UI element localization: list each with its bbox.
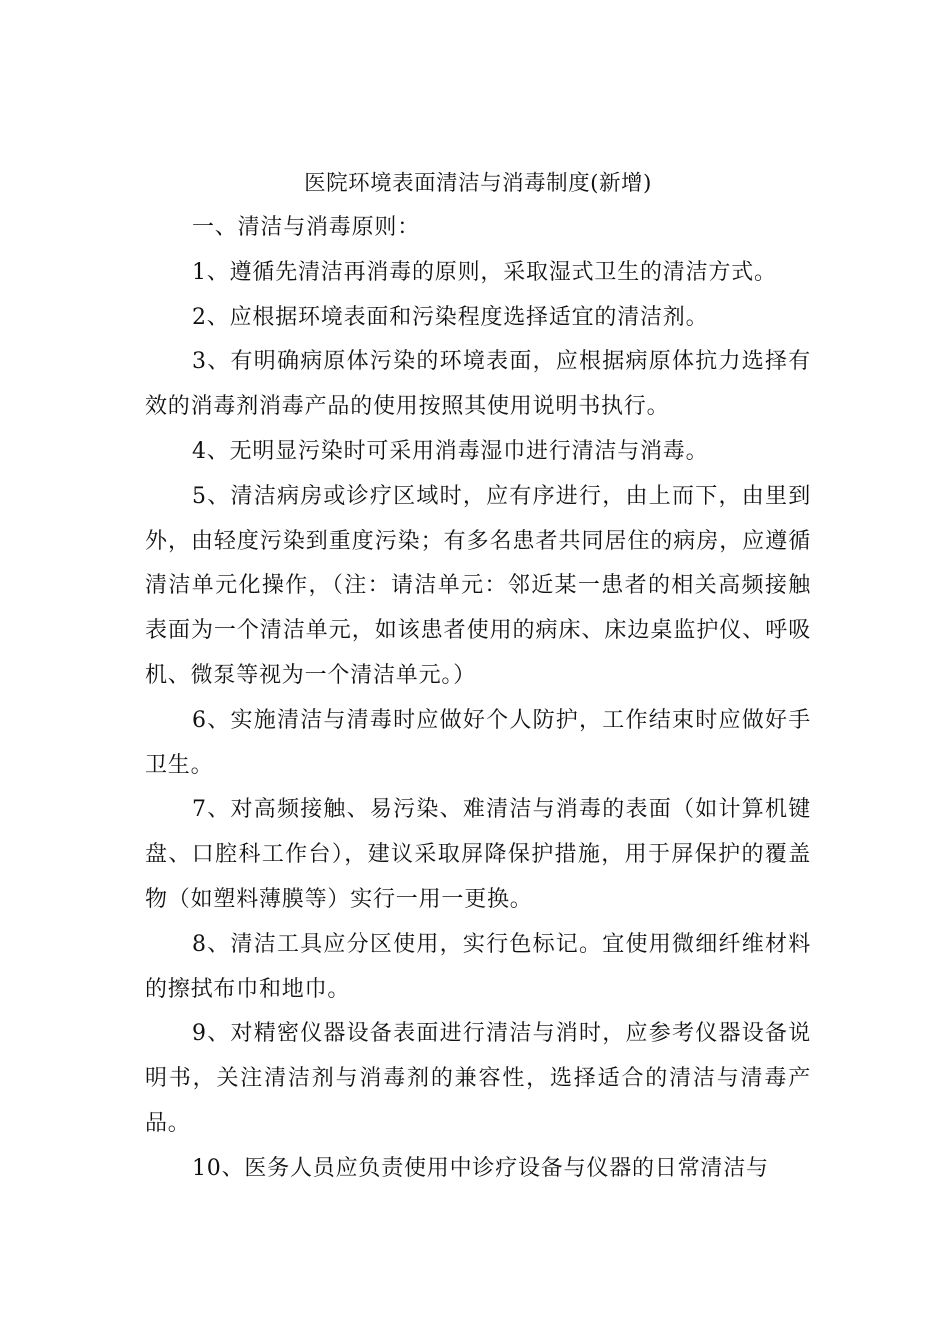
paragraph-3: 3、有明确病原体污染的环境表面，应根据病原体抗力选择有效的消毒剂消毒产品的使用按照其使用说明书执行。 — [145, 349, 811, 420]
paragraph-6: 6、实施清洁与清毒时应做好个人防护，工作结束时应做好手卫生。 — [145, 707, 811, 778]
paragraph-7: 7、对高频接触、易污染、难清洁与消毒的表面（如计算机键盘、口腔科工作台），建议采取屏降保护措施，用于屏保护的覆盖物（如塑料薄膜等）实行一用一更换。 — [145, 797, 811, 912]
paragraph-2: 2、应根据环境表面和污染程度选择适宜的清洁剂。 — [192, 304, 709, 330]
paragraph-4: 4、无明显污染时可采用消毒湿巾进行清洁与消毒。 — [192, 438, 709, 464]
document-body — [145, 162, 811, 1192]
section-heading: 一、清洁与消毒原则： — [192, 215, 421, 240]
paragraph-8: 8、清洁工具应分区使用，实行色标记。宜使用微细纤维材料的擦拭布巾和地巾。 — [145, 931, 811, 1002]
paragraph-9: 9、对精密仪器设备表面进行清洁与消时，应参考仪器设备说明书，关注清洁剂与消毒剂的兼容性，选择适合的清洁与清毒产品。 — [145, 1021, 811, 1136]
paragraph-5: 5、清洁病房或诊疗区域时，应有序进行，由上而下，由里到外，由轻度污染到重度污染；有多名患者共同居住的病房，应遵循清洁单元化操作，（注：请洁单元：邻近某一患者的相关高频接触表面为一个清洁单元，如该患者使用的病床、床边桌监护仪、呼吸机、微泵等视为一个清洁单元。） — [145, 483, 811, 688]
document-title: 医院环境表面清洁与消毒制度(新增) — [304, 171, 652, 196]
paragraph-10: 10、医务人员应负责使用中诊疗设备与仪器的日常清洁与 — [192, 1155, 769, 1181]
paragraph-1: 1、遵循先清洁再消毒的原则，采取湿式卫生的清洁方式。 — [192, 259, 777, 285]
